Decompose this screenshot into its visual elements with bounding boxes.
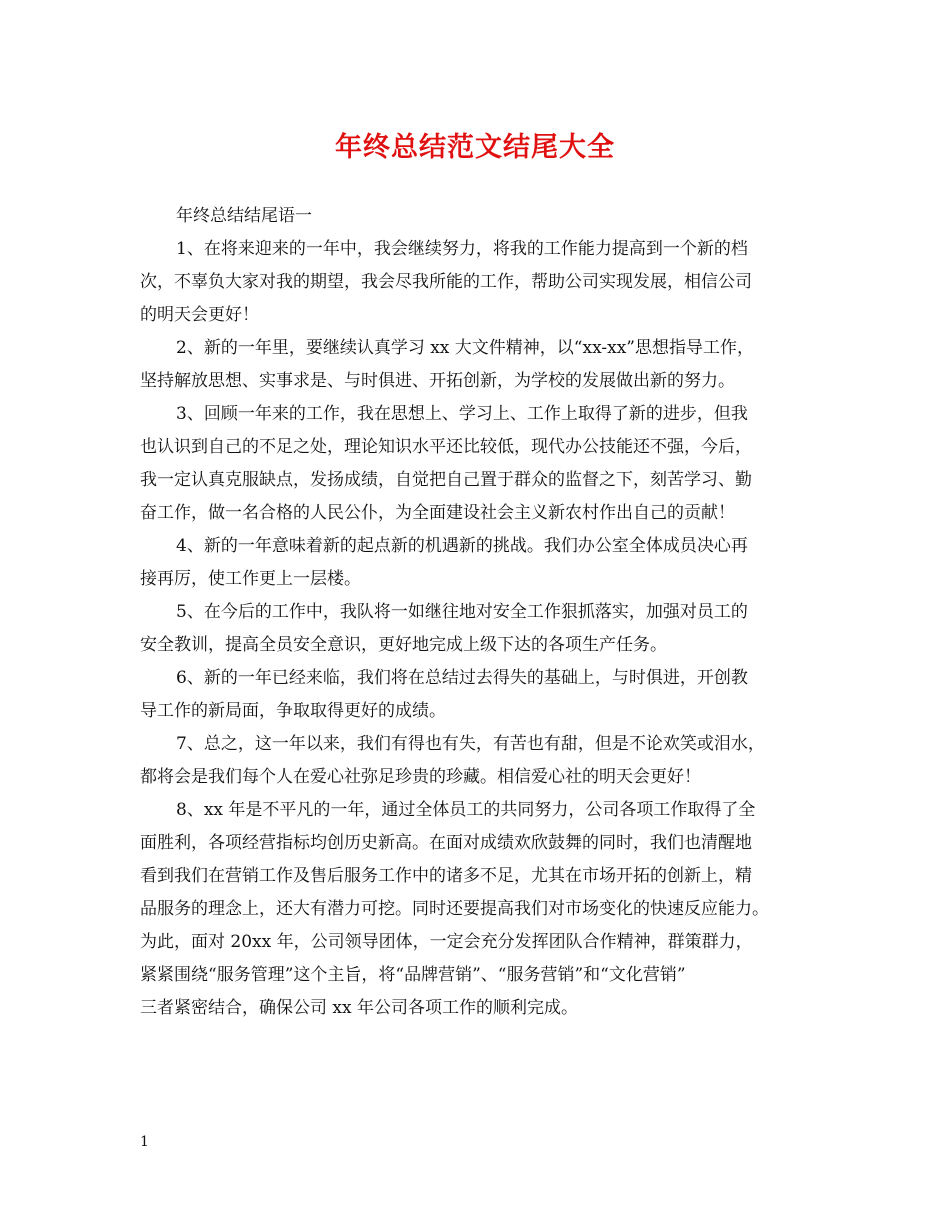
paragraph-list: [140, 233, 825, 1025]
paragraph-line: 三者紧密结合，确保公司 xx 年公司各项工作的顺利完成。: [140, 998, 578, 1018]
paragraph-line: 面胜利，各项经营指标均创历史新高。在面对成绩欢欣鼓舞的同时，我们也清醒地: [140, 833, 752, 853]
page-number: 1: [140, 1134, 149, 1150]
section-subheading: 年终总结结尾语一: [176, 206, 312, 226]
paragraph: [140, 398, 825, 530]
paragraph-line: 2、新的一年里，要继续认真学习 xx 大文件精神，以“xx-xx”思想指导工作，: [176, 338, 754, 358]
paragraph-line: 我一定认真克服缺点，发扬成绩，自觉把自己置于群众的监督之下，刻苦学习、勤: [140, 470, 752, 490]
paragraph-line: 次，不辜负大家对我的期望，我会尽我所能的工作，帮助公司实现发展，相信公司: [140, 272, 752, 292]
paragraph-line: 紧紧围绕“服务管理”这个主旨，将“品牌营销”、“服务营销”和“文化营销”: [140, 965, 686, 985]
document-title: 年终总结范文结尾大全: [335, 132, 615, 163]
document-body: [140, 200, 825, 1025]
paragraph-line: 5、在今后的工作中，我队将一如继往地对安全工作狠抓落实，加强对员工的: [176, 602, 748, 622]
paragraph-line: 接再厉，使工作更上一层楼。: [140, 569, 361, 589]
paragraph-line: 导工作的新局面，争取取得更好的成绩。: [140, 701, 446, 721]
paragraph-line: 坚持解放思想、实事求是、与时俱进、开拓创新，为学校的发展做出新的努力。: [140, 371, 735, 391]
paragraph-line: 品服务的理念上，还大有潜力可挖。同时还要提高我们对市场变化的快速反应能力。: [140, 899, 769, 919]
paragraph-line: 4、新的一年意味着新的起点新的机遇新的挑战。我们办公室全体成员决心再: [176, 536, 748, 556]
paragraph-line: 安全教训，提高全员安全意识，更好地完成上级下达的各项生产任务。: [140, 635, 667, 655]
paragraph: [140, 662, 825, 728]
paragraph-line: 奋工作，做一名合格的人民公仆，为全面建设社会主义新农村作出自己的贡献！: [140, 503, 735, 523]
paragraph-line: 为此，面对 20xx 年，公司领导团体，一定会充分发挥团队合作精神，群策群力，: [140, 932, 753, 952]
paragraph-line: 看到我们在营销工作及售后服务工作中的诸多不足，尤其在市场开拓的创新上，精: [140, 866, 752, 886]
paragraph-line: 1、在将来迎来的一年中，我会继续努力，将我的工作能力提高到一个新的档: [176, 239, 748, 259]
paragraph-line: 的明天会更好！: [140, 305, 259, 325]
paragraph-line: 6、新的一年已经来临，我们将在总结过去得失的基础上，与时俱进，开创教: [176, 668, 748, 688]
paragraph-line: 也认识到自己的不足之处，理论知识水平还比较低，现代办公技能还不强，今后，: [140, 437, 752, 457]
paragraph-line: 3、回顾一年来的工作，我在思想上、学习上、工作上取得了新的进步，但我: [176, 404, 748, 424]
paragraph-line: 7、总之，这一年以来，我们有得也有失，有苦也有甜，但是不论欢笑或泪水，: [176, 734, 765, 754]
paragraph: [140, 596, 825, 662]
paragraph: [140, 794, 825, 1025]
paragraph: [140, 728, 825, 794]
paragraph-line: 都将会是我们每个人在爱心社弥足珍贵的珍藏。相信爱心社的明天会更好！: [140, 767, 701, 787]
paragraph: [140, 530, 825, 596]
paragraph: [140, 332, 825, 398]
paragraph: [140, 233, 825, 332]
paragraph-line: 8、xx 年是不平凡的一年，通过全体员工的共同努力，公司各项工作取得了全: [176, 800, 756, 820]
